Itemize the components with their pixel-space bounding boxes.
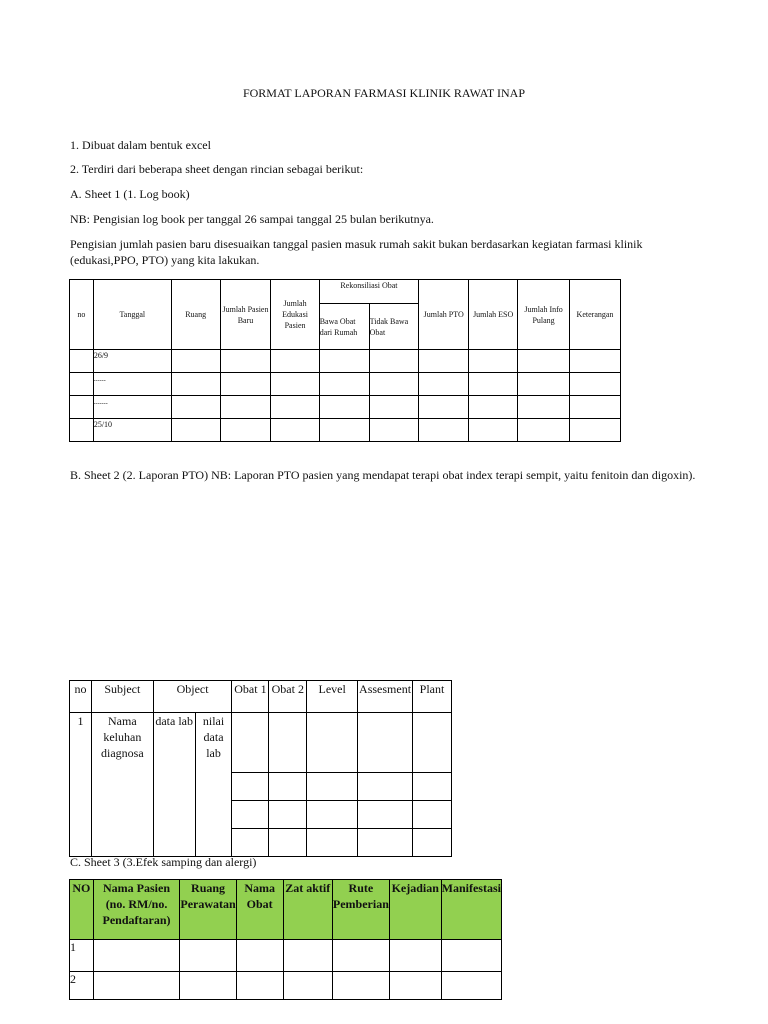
paragraph-nb-logbook: NB: Pengisian log book per tanggal 26 sampai tanggal 25 bulan berikutnya.	[70, 212, 434, 226]
table-row	[70, 350, 621, 373]
header-level: Level	[307, 681, 358, 713]
header-assesment: Assesment	[358, 681, 413, 713]
row-nilai-data-lab: nilai data lab	[195, 713, 232, 857]
row-subject: Nama keluhan diagnosa	[91, 713, 153, 857]
row-date: ......	[93, 373, 171, 396]
section-c-heading: C. Sheet 3 (3.Efek samping dan alergi)	[70, 855, 257, 869]
efek-samping-table	[69, 879, 502, 1000]
header-tanggal: Tanggal	[93, 280, 171, 350]
page-title: FORMAT LAPORAN FARMASI KLINIK RAWAT INAP	[242, 86, 526, 100]
header-no: no	[70, 681, 92, 713]
table-row	[70, 396, 621, 419]
header-nama-obat: Nama Obat	[236, 880, 283, 940]
header-nama-pasien: Nama Pasien (no. RM/no. Pendaftaran)	[93, 880, 180, 940]
header-jumlah-edukasi: Jumlah Edukasi Pasien	[271, 280, 319, 350]
header-keterangan: Keterangan	[569, 280, 620, 350]
section-b-heading: B. Sheet 2 (2. Laporan PTO) NB: Laporan PTO pasien yang mendapat terapi obat index terapi sempit, yaitu fenitoin dan digoxin).	[70, 468, 696, 482]
table-row	[70, 972, 502, 1000]
header-jumlah-eso: Jumlah ESO	[469, 280, 518, 350]
header-obat-2: Obat 2	[269, 681, 307, 713]
header-jumlah-info-pulang: Jumlah Info Pulang	[518, 280, 570, 350]
paragraph-pasien-baru: Pengisian jumlah pasien baru disesuaikan tanggal pasien masuk rumah sakit bukan berdasarkan kegiatan farmasi klinik (edukasi,PPO, PTO) yang kita lakukan.	[70, 237, 643, 267]
header-manifestasi: Manifestasi	[441, 880, 501, 940]
header-no: NO	[70, 880, 94, 940]
header-no: no	[70, 280, 94, 350]
row-date: .......	[93, 396, 171, 419]
header-jumlah-pto: Jumlah PTO	[419, 280, 469, 350]
row-no: 1	[70, 940, 94, 972]
row-no: 2	[70, 972, 94, 1000]
header-ruang-perawatan: Ruang Perawatan	[180, 880, 236, 940]
header-rekonsiliasi: Rekonsiliasi Obat	[319, 280, 419, 304]
table-row	[70, 419, 621, 442]
header-obat-1: Obat 1	[232, 681, 269, 713]
header-subject: Subject	[91, 681, 153, 713]
table-row	[70, 373, 621, 396]
header-ruang: Ruang	[171, 280, 220, 350]
row-date: 26/9	[93, 350, 171, 373]
row-no: 1	[70, 713, 92, 857]
logbook-table	[69, 279, 621, 442]
paragraph-excel: 1. Dibuat dalam bentuk excel	[70, 138, 211, 152]
header-object: Object	[153, 681, 232, 713]
section-a-heading: A. Sheet 1 (1. Log book)	[70, 187, 190, 201]
header-plant: Plant	[413, 681, 452, 713]
table-row	[70, 713, 452, 773]
row-data-lab: data lab	[153, 713, 195, 857]
row-date: 25/10	[93, 419, 171, 442]
header-zat-aktif: Zat aktif	[283, 880, 332, 940]
paragraph-sheets: 2. Terdiri dari beberapa sheet dengan rincian sebagai berikut:	[70, 162, 364, 176]
header-tidak-bawa-obat: Tidak Bawa Obat	[369, 304, 419, 350]
table-row	[70, 940, 502, 972]
laporan-pto-table	[69, 680, 452, 857]
header-kejadian: Kejadian	[389, 880, 441, 940]
header-rute-pemberian: Rute Pemberian	[332, 880, 389, 940]
header-jumlah-pasien-baru: Jumlah Pasien Baru	[220, 280, 271, 350]
header-bawa-obat: Bawa Obat dari Rumah	[319, 304, 369, 350]
